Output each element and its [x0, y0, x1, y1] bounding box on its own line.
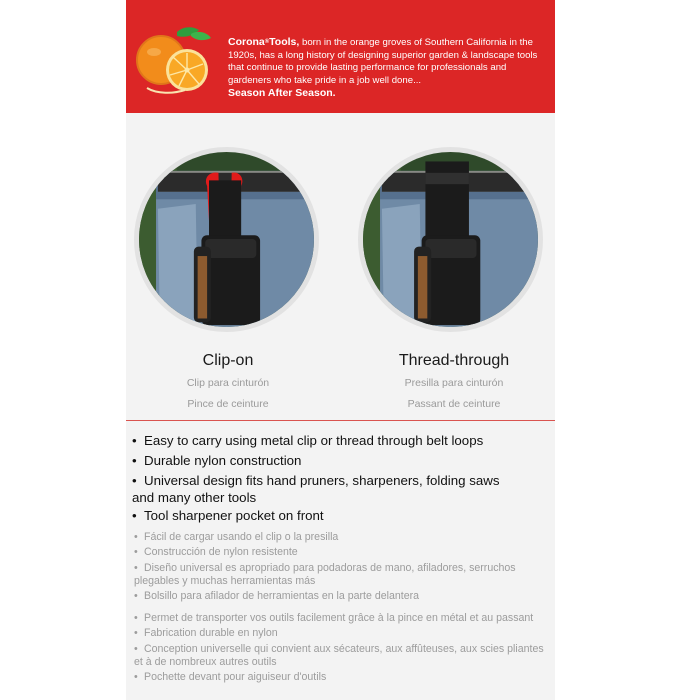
brand-name: Corona®Tools,: [228, 36, 300, 48]
orange-logo-icon: [133, 24, 215, 96]
section-divider: [126, 420, 555, 421]
brand-intro-text: born in the orange groves of Southern California in the 1920s, has a long history of designing superior garden & landscape tools that continue to provide lasting performance for professionals and gardeners who take pride in a job well done...: [228, 37, 538, 86]
feature-fr-3: • Conception universelle qui convient aux sécateurs, aux affûteuses, aux scies pliantes et à de nombreux autres outils: [134, 643, 544, 668]
thread-through-title: Thread-through: [398, 352, 510, 369]
clip-on-photo: [134, 147, 319, 332]
clip-on-title: Clip-on: [202, 352, 254, 369]
feature-fr-1: • Permet de transporter vos outils facilement grâce à la pince en métal et au passant: [134, 612, 534, 624]
feature-en-2: • Durable nylon construction: [132, 453, 302, 468]
thread-through-spanish: Presilla para cinturón: [404, 377, 504, 389]
feature-es-2: • Construcción de nylon resistente: [134, 546, 298, 558]
feature-es-1: • Fácil de cargar usando el clip o la presilla: [134, 531, 339, 543]
feature-fr-2: • Fabrication durable en nylon: [134, 627, 278, 639]
feature-es-3: • Diseño universal es apropriado para podadoras de mano, afiladores, serruchos plegables y muchas herramientas más: [134, 562, 516, 587]
brand-intro: [228, 36, 546, 101]
feature-en-4: • Tool sharpener pocket on front: [132, 508, 324, 523]
feature-en-3: • Universal design fits hand pruners, sharpeners, folding saws and many other tools: [132, 473, 500, 505]
thread-through-photo: [358, 147, 543, 332]
feature-en-1: • Easy to carry using metal clip or thread through belt loops: [132, 433, 484, 448]
brand-slogan: Season After Season.: [228, 87, 336, 100]
feature-fr-4: • Pochette devant pour aiguiseur d'outils: [134, 671, 327, 683]
thread-through-french: Passant de ceinture: [407, 398, 501, 410]
feature-es-4: • Bolsillo para afilador de herramientas en la parte delantera: [134, 590, 420, 602]
clip-on-french: Pince de ceinture: [187, 398, 269, 410]
clip-on-spanish: Clip para cinturón: [186, 377, 270, 389]
